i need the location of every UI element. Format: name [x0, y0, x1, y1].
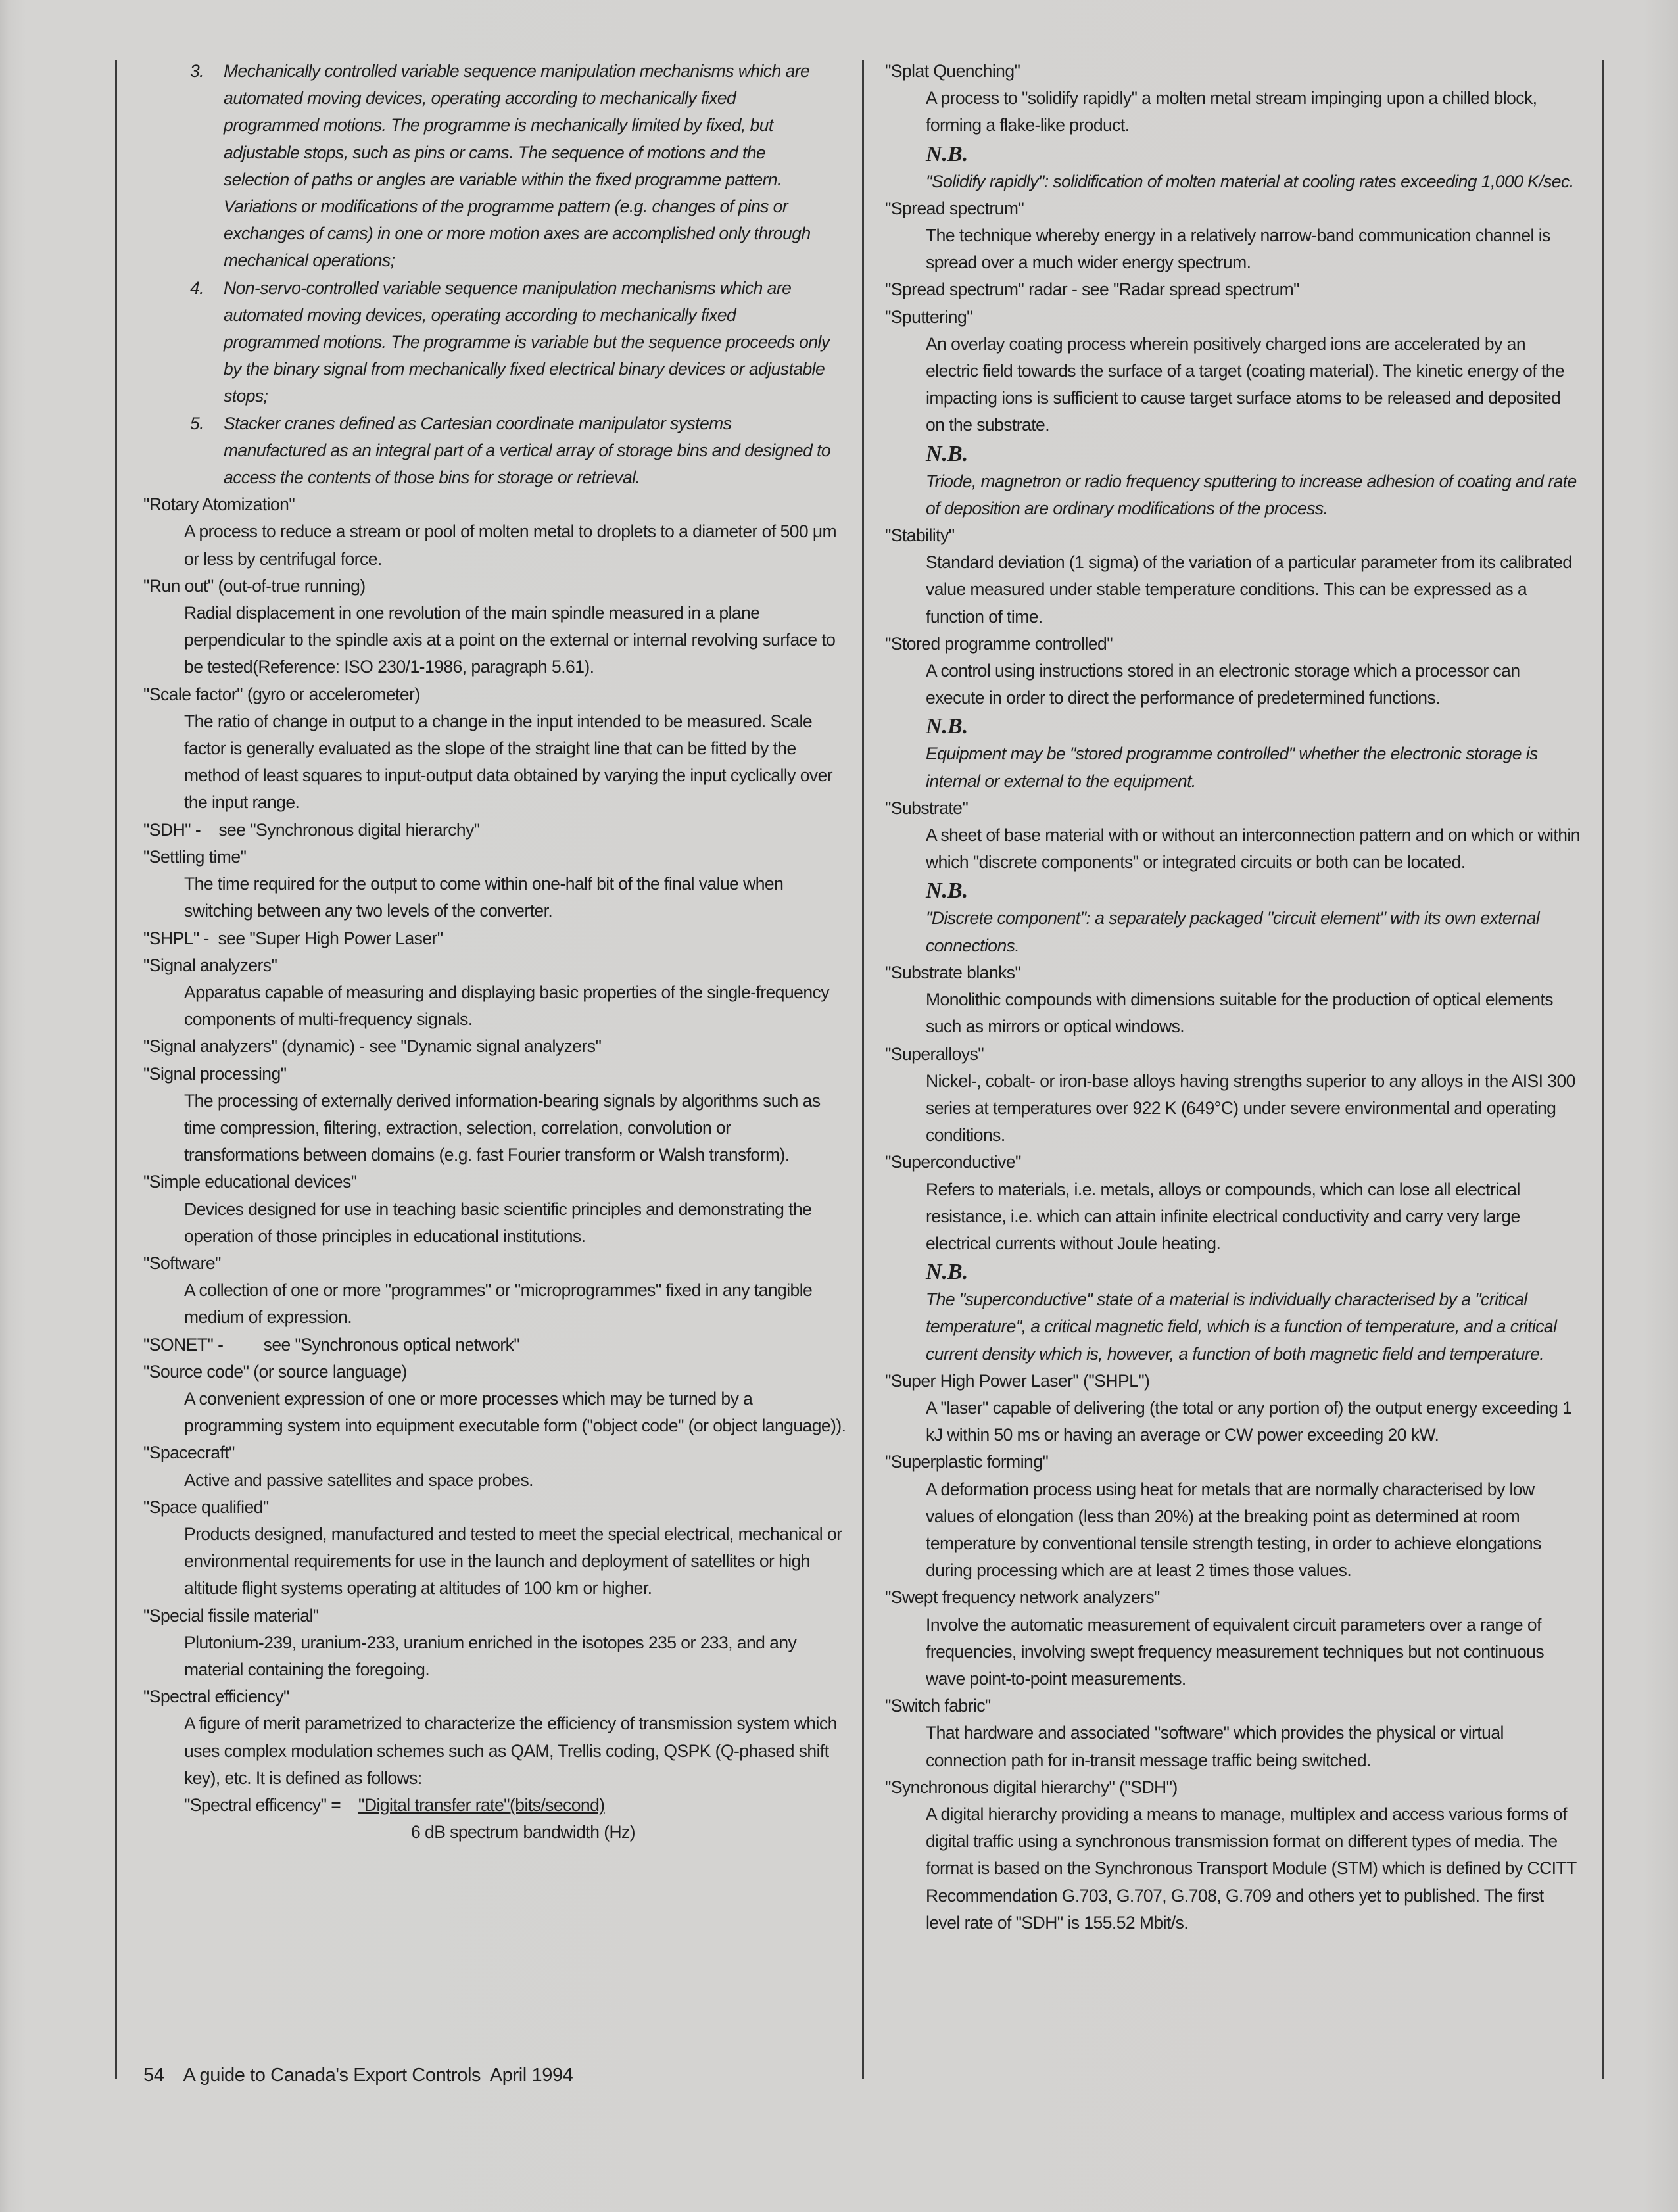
formula-denominator: 6 dB spectrum bandwidth (Hz) [411, 1822, 636, 1842]
see-reference: "Spread spectrum" radar - see "Radar spread spectrum" [885, 279, 1300, 300]
glossary-definition: Standard deviation (1 sigma) of the variation of a particular parameter from its calibrated value measured under stable temperature conditions. This can be expressed as a function of time. [926, 552, 1572, 627]
glossary-definition: The ratio of change in output to a change in the input intended to be measured. Scale factor is generally evaluated as the slope of the straight line that can be fitted by the method of least squares to input-output data obtained by varying the input cyclically over the input range. [184, 711, 833, 813]
glossary-definition: An overlay coating process wherein positively charged ions are accelerated by an electric field towards the surface of a target (coating material). The kinetic energy of the impacting ions is sufficient to cause target surface atoms to be released and deposited on the substrate. [926, 333, 1565, 435]
glossary-term: "Space qualified" [143, 1497, 269, 1517]
glossary-term: "Sputtering" [885, 306, 973, 327]
list-item [184, 275, 847, 410]
glossary-term: "Special fissile material" [143, 1605, 319, 1625]
glossary-term: "Spacecraft" [143, 1443, 235, 1463]
glossary-term: "Synchronous digital hierarchy" ("SDH") [885, 1777, 1178, 1797]
nb-note: "Solidify rapidly": solidification of molten material at cooling rates exceeding 1,000 K/sec. [926, 171, 1574, 191]
glossary-term: "Splat Quenching" [885, 61, 1020, 81]
nb-heading: N.B. [926, 714, 969, 739]
spectral-efficiency-formula [184, 1792, 847, 1846]
nb-heading: N.B. [926, 441, 969, 466]
nb-note: The "superconductive" state of a material is individually characterised by a "critical temperature", a critical magnetic field, which is a function of temperature, and a critical current density which is, however, a function of both magnetic field and temperature. [926, 1289, 1557, 1364]
glossary-term: "Superconductive" [885, 1152, 1021, 1172]
glossary-definition: That hardware and associated "software" which provides the physical or virtual connection path for in-transit message traffic being switched. [926, 1723, 1504, 1770]
glossary-definition: A collection of one or more "programmes" or "microprogrammes" fixed in any tangible medium of expression. [184, 1280, 813, 1328]
list-item [184, 58, 847, 275]
glossary-definition: A figure of merit parametrized to characterize the efficiency of transmission system which uses complex modulation schemes such as QAM, Trellis coding, QSPK (Q-phased shift key), etc. It is defined as follows: [184, 1714, 837, 1788]
right-margin-rule [1602, 60, 1604, 2079]
glossary-term: "Signal analyzers" [143, 955, 277, 975]
glossary-definition: A process to reduce a stream or pool of molten metal to droplets to a diameter of 500 μm or less by centrifugal force. [184, 521, 837, 569]
publication-title: A guide to Canada's Export Controls [183, 2065, 481, 2086]
glossary-definition: Involve the automatic measurement of equivalent circuit parameters over a range of frequencies, involving swept frequency measurement techniques but not continuous wave point-to-point measurements. [926, 1614, 1545, 1689]
glossary-definition: A process to "solidify rapidly" a molten metal stream impinging upon a chilled block, forming a flake-like product. [926, 88, 1537, 135]
column-divider-rule [862, 60, 864, 2079]
see-reference: "SHPL" - see "Super High Power Laser" [143, 928, 443, 948]
list-item-number: 3. [189, 61, 204, 81]
glossary-term: "Spread spectrum" [885, 198, 1024, 218]
left-margin-rule [115, 60, 117, 2079]
glossary-term: "Scale factor" (gyro or accelerometer) [143, 684, 420, 704]
glossary-term: "Substrate" [885, 798, 969, 818]
left-column [143, 58, 847, 1846]
nb-heading: N.B. [926, 878, 969, 903]
see-reference: "SONET" - see "Synchronous optical network" [143, 1334, 520, 1355]
glossary-definition: A digital hierarchy providing a means to manage, multiplex and access various forms of digital traffic using a synchronous transmission format on different types of media. The format is based on the Synchronous Transport Module (STM) which is defined by CCITT Recommendation G.703, G.707, G.708, G.709 and others yet to published. The first level rate of "SDH" is 155.52 Mbit/s. [926, 1804, 1577, 1933]
glossary-term: "Run out" (out-of-true running) [143, 575, 366, 596]
glossary-definition: A convenient expression of one or more processes which may be turned by a programming system into equipment executable form ("object code" (or object language)). [184, 1388, 846, 1436]
formula-label: "Spectral efficency" = [184, 1795, 346, 1815]
glossary-definition: Refers to materials, i.e. metals, alloys or compounds, which can lose all electrical resistance, i.e. which can attain infinite electrical conductivity and carry very large electrical currents without Joule heating. [926, 1179, 1520, 1253]
see-reference: "Signal analyzers" (dynamic) - see "Dynamic signal analyzers" [143, 1036, 602, 1057]
glossary-definition: Products designed, manufactured and tested to meet the special electrical, mechanical or environmental requirements for use in the launch and deployment of satellites or high altitude flight systems operating at altitudes of 100 km or higher. [184, 1524, 842, 1599]
glossary-definition: The time required for the output to come within one-half bit of the final value when switching between any two levels of the converter. [184, 874, 784, 921]
glossary-definition: Nickel-, cobalt- or iron-base alloys having strengths superior to any alloys in the AISI 300 series at temperatures over 922 K (649°C) under severe environmental and operating conditions. [926, 1070, 1575, 1145]
glossary-term: "Software" [143, 1253, 221, 1273]
glossary-term: "Substrate blanks" [885, 962, 1021, 982]
nb-note: "Discrete component": a separately packaged "circuit element" with its own external connections. [926, 908, 1540, 955]
list-item-text: Stacker cranes defined as Cartesian coordinate manipulator systems manufactured as an integral part of a vertical array of storage bins and designed to access the contents of those bins for storage or retrieval. [224, 413, 831, 488]
formula-numerator: "Digital transfer rate"(bits/second) [358, 1795, 605, 1815]
nb-heading: N.B. [926, 1260, 969, 1285]
glossary-definition: The processing of externally derived information-bearing signals by algorithms such as time compression, filtering, extraction, selection, correlation, convolution or transformations between domains (e.g. fast Fourier transform or Walsh transform). [184, 1090, 821, 1165]
page-footer [143, 2065, 573, 2086]
glossary-definition: Apparatus capable of measuring and displaying basic properties of the single-frequency components of multi-frequency signals. [184, 982, 829, 1030]
glossary-term: "Rotary Atomization" [143, 494, 295, 515]
glossary-term: "Stored programme controlled" [885, 633, 1113, 654]
glossary-term: "Stability" [885, 525, 955, 546]
publication-date: April 1994 [489, 2065, 573, 2086]
glossary-definition: A deformation process using heat for metals that are normally characterised by low values of elongation (less than 20%) at the breaking point as determined at room temperature by conventional tensile strength testing, in order to achieve elongations during processing which are at least 2 times those values. [926, 1479, 1541, 1581]
list-item-number: 5. [189, 413, 204, 433]
glossary-term: "Simple educational devices" [143, 1172, 357, 1192]
glossary-definition: Monolithic compounds with dimensions suitable for the production of optical elements such as mirrors or optical windows. [926, 990, 1553, 1037]
glossary-term: "Source code" (or source language) [143, 1361, 407, 1382]
glossary-definition: Radial displacement in one revolution of the main spindle measured in a plane perpendicular to the spindle axis at a point on the external or internal revolving surface to be tested(Reference: ISO 230/1-1986, paragraph 5.61). [184, 603, 836, 677]
list-item [184, 410, 847, 492]
glossary-definition: The technique whereby energy in a relatively narrow-band communication channel is spread over a much wider energy spectrum. [926, 226, 1550, 273]
glossary-term: "Superalloys" [885, 1044, 984, 1064]
list-item-text: Mechanically controlled variable sequence manipulation mechanisms which are automated moving devices, operating according to mechanically fixed programmed motions. The programme is mechanically limited by fixed, but adjustable stops, such as pins or cams. The sequence of motions and the selection of paths or angles are variable within the fixed programme pattern. Variations or modifications of the programme pattern (e.g. changes of pins or exchanges of cams) in one or more motion axes are accomplished only through mechanical operations; [224, 61, 811, 271]
nb-note: Triode, magnetron or radio frequency sputtering to increase adhesion of coating and rate of deposition are ordinary modifications of the process. [926, 471, 1577, 518]
glossary-term: "Spectral efficiency" [143, 1687, 289, 1707]
glossary-term: "Signal processing" [143, 1063, 287, 1084]
page-number: 54 [143, 2065, 164, 2086]
glossary-definition: Devices designed for use in teaching basic scientific principles and demonstrating the operation of those principles in educational institutions. [184, 1199, 812, 1246]
list-item-number: 4. [189, 277, 204, 298]
glossary-definition: A "laser" capable of delivering (the total or any portion of) the output energy exceeding 1 kJ within 50 ms or having an average or CW power exceeding 20 kW. [926, 1397, 1572, 1445]
numbered-list [184, 58, 847, 491]
glossary-term: "Swept frequency network analyzers" [885, 1587, 1160, 1608]
glossary-term: "Settling time" [143, 846, 247, 867]
glossary-definition: Plutonium-239, uranium-233, uranium enriched in the isotopes 235 or 233, and any material containing the foregoing. [184, 1632, 797, 1679]
glossary-definition: A sheet of base material with or without an interconnection pattern and on which or within which "discrete components" or integrated circuits or both can be located. [926, 825, 1580, 873]
list-item-text: Non-servo-controlled variable sequence manipulation mechanisms which are automated moving devices, operating according to mechanically fixed programmed motions. The programme is variable but the sequence proceeds only by the binary signal from mechanically fixed electrical binary devices or adjustable stops; [224, 277, 830, 406]
right-column [885, 58, 1582, 1936]
glossary-term: "Super High Power Laser" ("SHPL") [885, 1370, 1150, 1391]
nb-note: Equipment may be "stored programme controlled" whether the electronic storage is internal or external to the equipment. [926, 744, 1538, 791]
glossary-term: "Superplastic forming" [885, 1452, 1049, 1472]
glossary-definition: Active and passive satellites and space probes. [184, 1470, 533, 1490]
glossary-term: "Switch fabric" [885, 1696, 991, 1716]
glossary-definition: A control using instructions stored in an electronic storage which a processor can execute in order to direct the performance of predetermined functions. [926, 661, 1520, 708]
see-reference: "SDH" - see "Synchronous digital hierarchy" [143, 819, 480, 840]
nb-heading: N.B. [926, 141, 969, 166]
